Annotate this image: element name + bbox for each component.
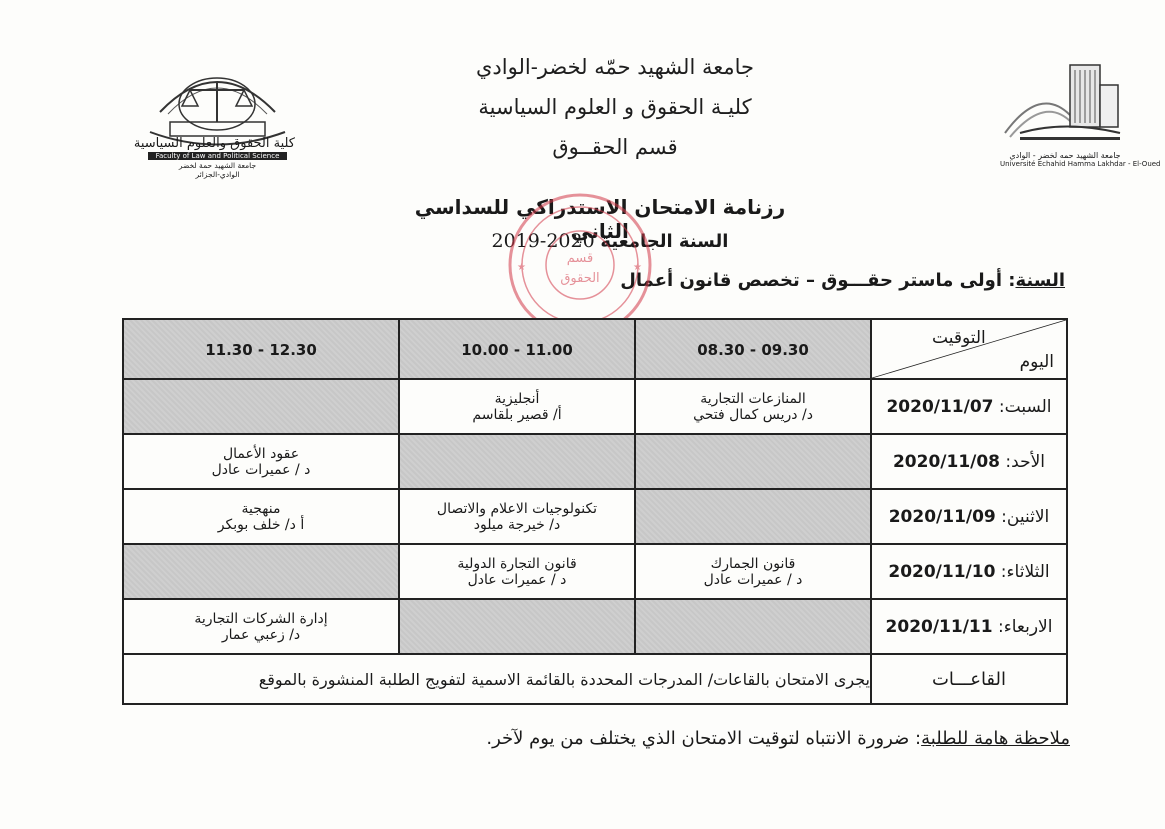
exam-slot (123, 599, 399, 654)
table-row (123, 599, 1067, 654)
faculty-logo-arabic-name: كلية الحقوق والعلوم السياسية (133, 136, 295, 151)
exam-slot (123, 489, 399, 544)
corner-cell (871, 319, 1067, 379)
university-logo-arabic-caption: جامعة الشهيد حمه لخضر - الوادي (1009, 151, 1121, 160)
day-name: الاثنين (1006, 506, 1050, 527)
exam-subject: قانون الجمارك (710, 555, 796, 572)
exam-professor: د/ خيرجة ميلود (473, 516, 561, 533)
program-line (620, 270, 1065, 291)
day-cell: الاثنين: 2020/11/09 (871, 489, 1067, 544)
day-cell: الثلاثاء: 2020/11/10 (871, 544, 1067, 599)
faculty-name: كليـة الحقوق و العلوم السياسية (478, 95, 752, 119)
exam-subject: أنجليزية (494, 390, 540, 407)
rooms-info: يجرى الامتحان بالقاعات/ المدرجات المحددة بالقائمة الاسمية لتفويج الطلبة المنشورة بالموقع (123, 654, 871, 704)
day-cell: الاربعاء: 2020/11/11 (871, 599, 1067, 654)
exam-professor: أ/ قصير بلقاسم (472, 406, 562, 423)
academic-year-label: السنة الجامعية (600, 231, 729, 252)
empty-slot (399, 434, 635, 489)
time-slot-header (399, 319, 635, 379)
exam-schedule-title: رزنامة الامتحان الاستدراكي للسداسي الثاني (414, 195, 786, 243)
day-name: الثلاثاء (1006, 561, 1050, 582)
empty-slot (635, 489, 871, 544)
corner-time-label: التوقيت (932, 328, 986, 348)
university-logo (1000, 55, 1161, 170)
empty-slot (123, 379, 399, 434)
exam-slot (635, 379, 871, 434)
exam-slot (123, 434, 399, 489)
exam-professor: د / عميرات عادل (211, 461, 311, 478)
students-note (486, 728, 1070, 749)
exam-professor: د / عميرات عادل (467, 571, 567, 588)
day-name: الأحد (1011, 451, 1046, 472)
faculty-logo-university-caption: جامعة الشهيد حمة لخضر (178, 161, 257, 170)
empty-slot (635, 434, 871, 489)
note-label: ملاحظة هامة للطلبة (921, 728, 1070, 749)
exam-subject: تكنولوجيات الاعلام والاتصال (436, 500, 598, 517)
stamp-text-line2: الحقوق (560, 271, 600, 286)
university-logo-english-caption: Université Echahid Hamma Lakhdar - El-Oued (1000, 160, 1161, 168)
exam-slot (635, 544, 871, 599)
day-cell: السبت: 2020/11/07 (871, 379, 1067, 434)
department-name: قسم الحقــوق (552, 135, 678, 159)
university-name: جامعة الشهيد حمّه لخضر-الوادي (476, 55, 754, 79)
table-row (123, 489, 1067, 544)
time-slot-label: 09.30 - 08.30 (697, 340, 809, 359)
day-name: السبت (1004, 396, 1052, 417)
day-date: 2020/11/08 (892, 451, 1001, 472)
exam-professor: د/ دريس كمال فتحي (693, 406, 813, 423)
table-row (123, 434, 1067, 489)
exam-schedule-table (122, 318, 1068, 705)
day-cell: الأحد: 2020/11/08 (871, 434, 1067, 489)
day-date: 2020/11/10 (888, 561, 996, 582)
svg-text:★: ★ (517, 262, 526, 273)
exam-subject: منهجية (241, 500, 281, 517)
exam-slot (399, 379, 635, 434)
program-label: السنة (1015, 270, 1065, 291)
time-slot-header (635, 319, 871, 379)
day-date: 2020/11/09 (888, 506, 996, 527)
empty-slot (635, 599, 871, 654)
day-date: 2020/11/11 (885, 616, 993, 637)
rooms-row (123, 654, 1067, 704)
exam-professor: د / عميرات عادل (703, 571, 803, 588)
time-slot-header (123, 319, 399, 379)
time-slot-label: 12.30 - 11.30 (205, 340, 317, 359)
exam-subject: قانون التجارة الدولية (457, 555, 577, 572)
exam-subject: عقود الأعمال (222, 445, 300, 462)
table-row (123, 544, 1067, 599)
note-text: : ضرورة الانتباه لتوقيت الامتحان الذي يختلف من يوم لآخر. (486, 728, 922, 749)
faculty-logo-english-caption: Faculty of Law and Political Science (148, 152, 287, 160)
exam-slot (399, 489, 635, 544)
exam-professor: أ د/ خلف بوبكر (217, 516, 305, 533)
day-name: الاربعاء (1003, 616, 1053, 637)
exam-slot (399, 544, 635, 599)
svg-text:★: ★ (633, 262, 642, 273)
empty-slot (123, 544, 399, 599)
exam-subject: إدارة الشركات التجارية (194, 610, 328, 627)
university-building-icon (1000, 55, 1130, 147)
program-value: : أولى ماستر حقـــوق – تخصص قانون أعمال (620, 270, 1016, 291)
stamp-text-line1: قسم (566, 251, 594, 266)
exam-professor: د/ زعبي عمار (221, 626, 301, 643)
table-row (123, 379, 1067, 434)
rooms-label-cell (871, 654, 1067, 704)
empty-slot (399, 599, 635, 654)
rooms-label: القاعـــات (931, 668, 1007, 690)
day-date: 2020/11/07 (886, 396, 994, 417)
time-slot-label: 11.00 - 10.00 (461, 340, 573, 359)
academic-year-value: 2019-2020 (491, 230, 595, 252)
faculty-logo-location-caption: الوادي-الجزائر (195, 170, 240, 179)
faculty-logo (133, 62, 295, 180)
header-row (123, 319, 1067, 379)
exam-subject: المنازعات التجارية (700, 390, 806, 407)
corner-day-label: اليوم (1019, 352, 1054, 372)
